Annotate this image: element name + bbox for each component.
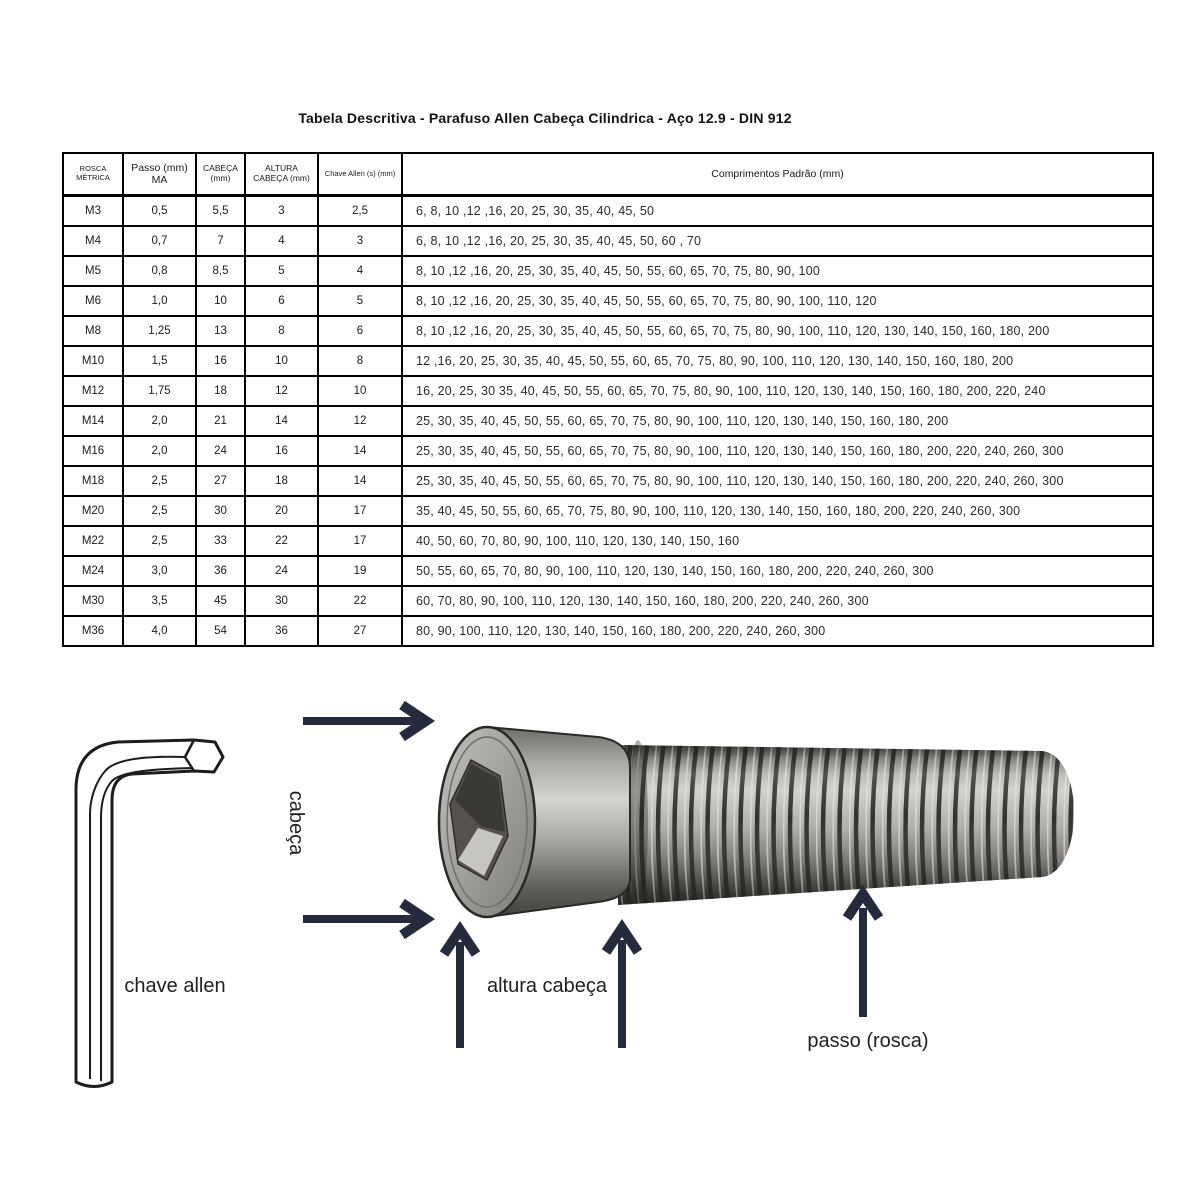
cell-rosca-metrica: M36 bbox=[63, 616, 123, 646]
table-row bbox=[63, 496, 1153, 526]
cell-rosca-metrica: M8 bbox=[63, 316, 123, 346]
table-row bbox=[63, 406, 1153, 436]
cell-chave-allen: 17 bbox=[318, 496, 402, 526]
cell-cabeca: 36 bbox=[196, 556, 245, 586]
cell-chave-allen: 8 bbox=[318, 346, 402, 376]
cell-comprimentos: 60, 70, 80, 90, 100, 110, 120, 130, 140, 150, 160, 180, 200, 220, 240, 260, 300 bbox=[402, 586, 1153, 616]
arrow-cabeca-top bbox=[303, 705, 426, 737]
cell-chave-allen: 22 bbox=[318, 586, 402, 616]
cell-rosca-metrica: M16 bbox=[63, 436, 123, 466]
table-row bbox=[63, 556, 1153, 586]
table-row bbox=[63, 616, 1153, 646]
cell-altura-cabeca: 22 bbox=[245, 526, 318, 556]
cell-passo: 4,0 bbox=[123, 616, 196, 646]
cell-comprimentos: 8, 10 ,12 ,16, 20, 25, 30, 35, 40, 45, 50, 55, 60, 65, 70, 75, 80, 90, 100 bbox=[402, 256, 1153, 286]
spec-table-header bbox=[63, 153, 1153, 196]
cell-cabeca: 16 bbox=[196, 346, 245, 376]
cell-altura-cabeca: 20 bbox=[245, 496, 318, 526]
cell-passo: 1,25 bbox=[123, 316, 196, 346]
cell-rosca-metrica: M22 bbox=[63, 526, 123, 556]
cell-altura-cabeca: 14 bbox=[245, 406, 318, 436]
cell-passo: 0,7 bbox=[123, 226, 196, 256]
cell-comprimentos: 8, 10 ,12 ,16, 20, 25, 30, 35, 40, 45, 50, 55, 60, 65, 70, 75, 80, 90, 100, 110, 120 bbox=[402, 286, 1153, 316]
cell-passo: 2,5 bbox=[123, 496, 196, 526]
cell-passo: 3,5 bbox=[123, 586, 196, 616]
cell-cabeca: 8,5 bbox=[196, 256, 245, 286]
cell-passo: 1,5 bbox=[123, 346, 196, 376]
cell-passo: 1,75 bbox=[123, 376, 196, 406]
cell-chave-allen: 17 bbox=[318, 526, 402, 556]
cell-rosca-metrica: M4 bbox=[63, 226, 123, 256]
cell-passo: 2,5 bbox=[123, 466, 196, 496]
cell-altura-cabeca: 30 bbox=[245, 586, 318, 616]
cell-passo: 2,5 bbox=[123, 526, 196, 556]
header-row bbox=[63, 153, 1153, 196]
cell-comprimentos: 80, 90, 100, 110, 120, 130, 140, 150, 160, 180, 200, 220, 240, 260, 300 bbox=[402, 616, 1153, 646]
table-row bbox=[63, 196, 1153, 227]
screw-head bbox=[439, 727, 648, 917]
cell-cabeca: 27 bbox=[196, 466, 245, 496]
cell-chave-allen: 27 bbox=[318, 616, 402, 646]
cell-comprimentos: 25, 30, 35, 40, 45, 50, 55, 60, 65, 70, 75, 80, 90, 100, 110, 120, 130, 140, 150, 160, 180, 200, 220, 240, 260, 300 bbox=[402, 466, 1153, 496]
table-row bbox=[63, 436, 1153, 466]
table-row bbox=[63, 286, 1153, 316]
col-header-cabeca: CABEÇA (mm) bbox=[196, 153, 245, 196]
cell-chave-allen: 14 bbox=[318, 436, 402, 466]
cell-cabeca: 45 bbox=[196, 586, 245, 616]
cell-cabeca: 18 bbox=[196, 376, 245, 406]
table-row bbox=[63, 466, 1153, 496]
cell-rosca-metrica: M6 bbox=[63, 286, 123, 316]
cell-altura-cabeca: 36 bbox=[245, 616, 318, 646]
cell-rosca-metrica: M10 bbox=[63, 346, 123, 376]
cell-chave-allen: 2,5 bbox=[318, 196, 402, 227]
hex-tip-facets bbox=[185, 740, 194, 771]
cell-rosca-metrica: M20 bbox=[63, 496, 123, 526]
cell-comprimentos: 12 ,16, 20, 25, 30, 35, 40, 45, 50, 55, 60, 65, 70, 75, 80, 90, 100, 110, 120, 130, 140, 150, 160, 180, 200 bbox=[402, 346, 1153, 376]
label-cabeca: cabeça bbox=[285, 790, 307, 856]
cell-comprimentos: 25, 30, 35, 40, 45, 50, 55, 60, 65, 70, 75, 80, 90, 100, 110, 120, 130, 140, 150, 160, 180, 200, 220, 240, 260, 300 bbox=[402, 436, 1153, 466]
spec-table bbox=[62, 152, 1154, 647]
col-header-altura-cabeca: ALTURA CABEÇA (mm) bbox=[245, 153, 318, 196]
cell-rosca-metrica: M18 bbox=[63, 466, 123, 496]
cell-comprimentos: 16, 20, 25, 30 35, 40, 45, 50, 55, 60, 65, 70, 75, 80, 90, 100, 110, 120, 130, 140, 150, 160, 180, 200, 220, 240 bbox=[402, 376, 1153, 406]
cell-rosca-metrica: M12 bbox=[63, 376, 123, 406]
cell-cabeca: 30 bbox=[196, 496, 245, 526]
table-row bbox=[63, 226, 1153, 256]
cell-chave-allen: 10 bbox=[318, 376, 402, 406]
cell-cabeca: 13 bbox=[196, 316, 245, 346]
cell-cabeca: 7 bbox=[196, 226, 245, 256]
cell-comprimentos: 25, 30, 35, 40, 45, 50, 55, 60, 65, 70, 75, 80, 90, 100, 110, 120, 130, 140, 150, 160, 180, 200 bbox=[402, 406, 1153, 436]
cell-altura-cabeca: 6 bbox=[245, 286, 318, 316]
cell-chave-allen: 14 bbox=[318, 466, 402, 496]
label-passo-rosca: passo (rosca) bbox=[807, 1030, 929, 1052]
cell-passo: 0,8 bbox=[123, 256, 196, 286]
cell-comprimentos: 8, 10 ,12 ,16, 20, 25, 30, 35, 40, 45, 50, 55, 60, 65, 70, 75, 80, 90, 100, 110, 120, 130, 140, 150, 160, 180, 200 bbox=[402, 316, 1153, 346]
cell-comprimentos: 50, 55, 60, 65, 70, 80, 90, 100, 110, 120, 130, 140, 150, 160, 180, 200, 220, 240, 260, 300 bbox=[402, 556, 1153, 586]
cell-altura-cabeca: 8 bbox=[245, 316, 318, 346]
cell-rosca-metrica: M24 bbox=[63, 556, 123, 586]
cell-cabeca: 54 bbox=[196, 616, 245, 646]
table-row bbox=[63, 346, 1153, 376]
cell-comprimentos: 40, 50, 60, 70, 80, 90, 100, 110, 120, 130, 140, 150, 160 bbox=[402, 526, 1153, 556]
cell-rosca-metrica: M5 bbox=[63, 256, 123, 286]
cell-chave-allen: 12 bbox=[318, 406, 402, 436]
arrow-cabeca-bottom bbox=[303, 903, 426, 935]
cell-altura-cabeca: 16 bbox=[245, 436, 318, 466]
arrow-passo bbox=[847, 894, 879, 1017]
cell-altura-cabeca: 5 bbox=[245, 256, 318, 286]
label-altura-cabeca: altura cabeça bbox=[486, 975, 608, 997]
cell-cabeca: 33 bbox=[196, 526, 245, 556]
cell-altura-cabeca: 4 bbox=[245, 226, 318, 256]
spec-table-body bbox=[63, 196, 1153, 647]
cell-passo: 1,0 bbox=[123, 286, 196, 316]
cell-passo: 2,0 bbox=[123, 406, 196, 436]
cell-altura-cabeca: 12 bbox=[245, 376, 318, 406]
table-row bbox=[63, 376, 1153, 406]
cell-chave-allen: 6 bbox=[318, 316, 402, 346]
cell-cabeca: 24 bbox=[196, 436, 245, 466]
cell-rosca-metrica: M30 bbox=[63, 586, 123, 616]
screw-thread bbox=[618, 745, 1074, 905]
cell-rosca-metrica: M3 bbox=[63, 196, 123, 227]
col-header-chave-allen: Chave Allen (s) (mm) bbox=[318, 153, 402, 196]
cell-chave-allen: 4 bbox=[318, 256, 402, 286]
cell-cabeca: 21 bbox=[196, 406, 245, 436]
page-title: Tabela Descritiva - Parafuso Allen Cabeça Cilindrica - Aço 12.9 - DIN 912 bbox=[298, 110, 792, 126]
cell-comprimentos: 6, 8, 10 ,12 ,16, 20, 25, 30, 35, 40, 45, 50, 60 , 70 bbox=[402, 226, 1153, 256]
cell-cabeca: 5,5 bbox=[196, 196, 245, 227]
cell-passo: 2,0 bbox=[123, 436, 196, 466]
cell-chave-allen: 5 bbox=[318, 286, 402, 316]
cell-passo: 3,0 bbox=[123, 556, 196, 586]
col-header-comprimentos: Comprimentos Padrão (mm) bbox=[402, 153, 1153, 196]
allen-key-illustration bbox=[76, 740, 223, 1087]
cell-comprimentos: 35, 40, 45, 50, 55, 60, 65, 70, 75, 80, 90, 100, 110, 120, 130, 140, 150, 160, 180, 200, 220, 240, 260, 300 bbox=[402, 496, 1153, 526]
table-row bbox=[63, 586, 1153, 616]
cell-passo: 0,5 bbox=[123, 196, 196, 227]
label-chave-allen: chave allen bbox=[124, 975, 226, 997]
cell-altura-cabeca: 10 bbox=[245, 346, 318, 376]
cell-altura-cabeca: 18 bbox=[245, 466, 318, 496]
screw-diagram bbox=[0, 650, 1200, 1200]
cell-altura-cabeca: 24 bbox=[245, 556, 318, 586]
table-row bbox=[63, 316, 1153, 346]
cell-chave-allen: 19 bbox=[318, 556, 402, 586]
col-header-rosca-metrica: ROSCA MÉTRICA bbox=[63, 153, 123, 196]
cell-comprimentos: 6, 8, 10 ,12 ,16, 20, 25, 30, 35, 40, 45, 50 bbox=[402, 196, 1153, 227]
cell-rosca-metrica: M14 bbox=[63, 406, 123, 436]
table-row bbox=[63, 526, 1153, 556]
col-header-passo: Passo (mm) MA bbox=[123, 153, 196, 196]
table-row bbox=[63, 256, 1153, 286]
cell-chave-allen: 3 bbox=[318, 226, 402, 256]
cell-cabeca: 10 bbox=[196, 286, 245, 316]
cell-altura-cabeca: 3 bbox=[245, 196, 318, 227]
